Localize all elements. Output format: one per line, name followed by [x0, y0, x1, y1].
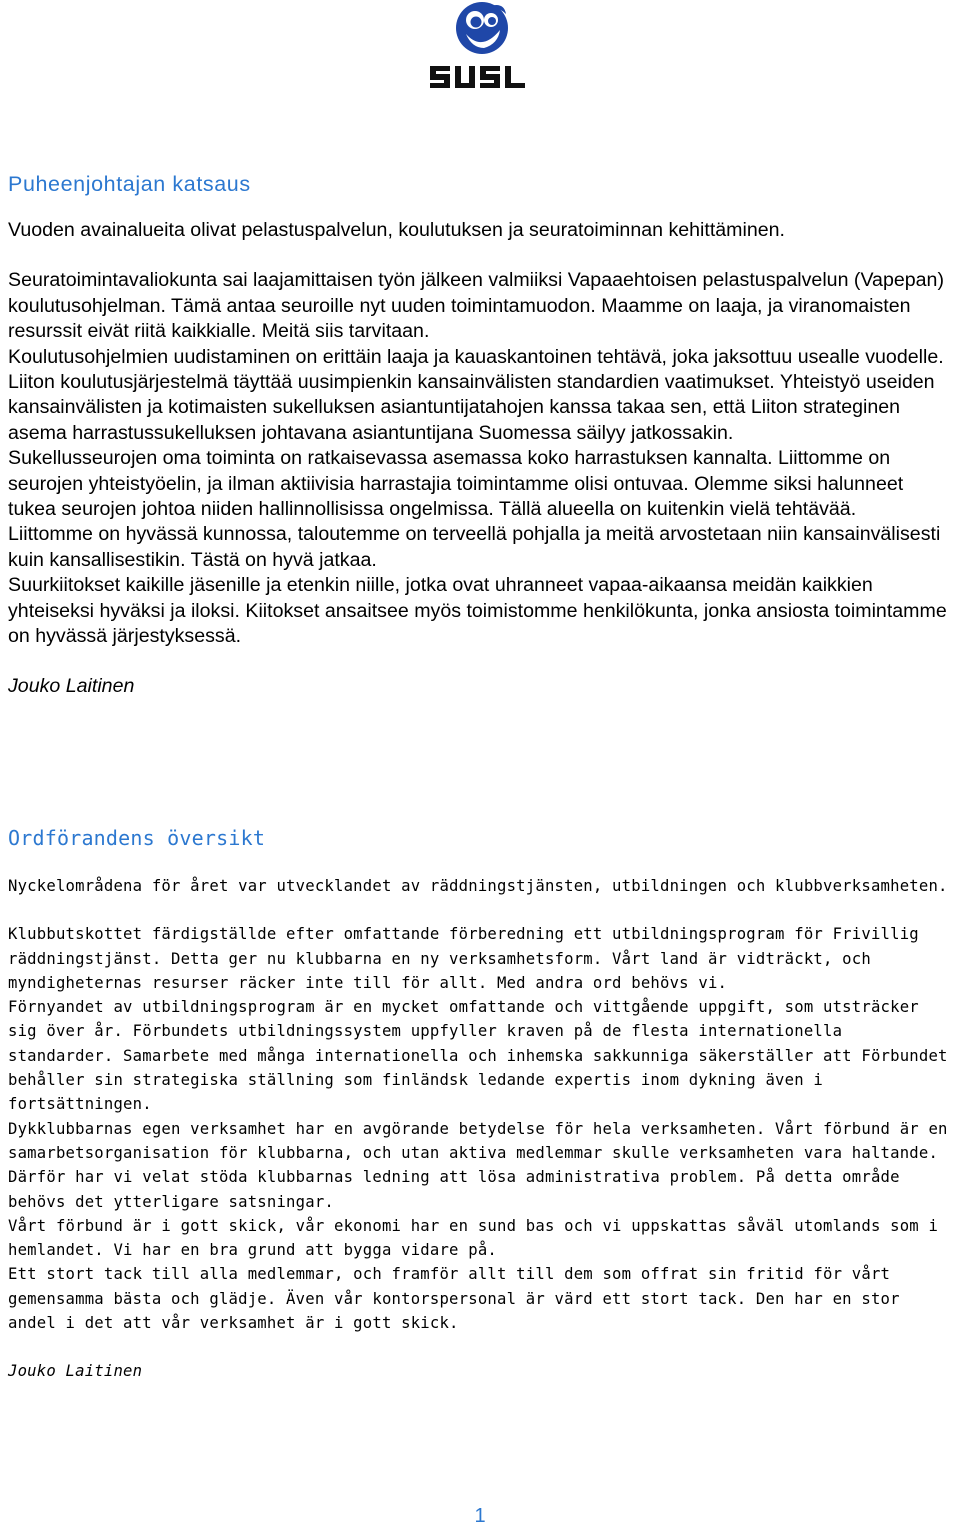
finnish-paragraph: Seuratoimintavaliokunta sai laajamittaisen työn jälkeen valmiiksi Vapaaehtoisen pelastuspalvelun (Vapepan) koulutusohjelman. Tämä antaa seuroille nyt uuden toimintamuodon. Maamme on laaja, ja viranomaisten resurssit eivät riitä kaikkialle. Meitä siis tarvitaan. [8, 269, 944, 343]
finnish-heading: Puheenjohtajan katsaus [8, 172, 251, 196]
swedish-section [8, 824, 956, 1384]
susl-logo [428, 0, 540, 92]
swedish-intro: Nyckelområdena för året var utvecklandet av räddningstjänsten, utbildningen och klubbverksamheten. [8, 877, 948, 895]
finnish-signature: Jouko Laitinen [8, 674, 135, 697]
susl-logo-graphic [428, 0, 540, 92]
finnish-intro: Vuoden avainalueita olivat pelastuspalvelun, koulutuksen ja seuratoiminnan kehittäminen. [8, 219, 785, 241]
swedish-paragraph: Vårt förbund är i gott skick, vår ekonomi har en sund bas och vi uppskattas såväl utomlands som i hemlandet. Vi har en bra grund att bygga vidare på. [8, 1216, 939, 1260]
susl-wordmark [430, 66, 525, 88]
finnish-paragraph: Suurkiitokset kaikille jäsenille ja etenkin niille, jotka ovat uhranneet vapaa-aikaansa meidän kaikkien yhteiseksi hyväksi ja iloksi. Kiitokset ansaitsee myös toimistomme henkilökunta, jonka ansiosta toimintamme on hyvässä järjestyksessä. [8, 574, 947, 648]
finnish-paragraph: Koulutusohjelmien uudistaminen on erittäin laaja ja kauaskantoinen tehtävä, joka jaksottuu usealle vuodelle. Liiton koulutusjärjestelmä täyttää uusimpienkin kansainvälisten standardien vaatimukset. Yhteistyö useiden kansainvälisten ja kotimaisten sukelluksen asiantuntijatahojen kanssa takaa sen, että Liiton strateginen asema harrastussukelluksen johtavana asiantuntijana Suomessa säilyy jatkossakin. [8, 345, 944, 444]
swedish-paragraph: Klubbutskottet färdigställde efter omfattande förberedning ett utbildningsprogram för Frivillig räddningstjänst. Detta ger nu klubbarna en ny verksamhetsform. Vårt land är vidträckt, och myndigheternas resurser räcker inte till för allt. Med andra ord behövs vi. [8, 925, 919, 992]
swedish-paragraph: Ett stort tack till alla medlemmar, och framför allt till dem som offrat sin fritid för vårt gemensamma bästa och glädje. Även vår kontorspersonal är värd ett stort tack. Den har en stor andel i det att vår verksamhet är i gott skick. [8, 1265, 900, 1333]
swedish-paragraph: Förnyandet av utbildningsprogram är en mycket omfattande och vittgående uppgift, som utsträcker sig över år. Förbundets utbildningssystem uppfyller kraven på de flesta internationella standarder. Samarbete med många internationella och inhemska sakkunniga säkerställer att Förbundet behåller sin strategiska ställning som finländsk ledande expertis inom dykning även i fortsättningen. [8, 998, 948, 1114]
finnish-section [8, 170, 956, 699]
swedish-paragraph: Dykklubbarnas egen verksamhet har en avgörande betydelse för hela verksamheten. Vårt förbund är en samarbetsorganisation för klubbarna, och utan aktiva medlemmar skulle verksamheten vara haltande. Därför har vi velat stöda klubbarnas ledning att lösa administrativa problem. På detta område behövs det ytterligare satsningar. [8, 1119, 948, 1211]
finnish-paragraph: Sukellusseurojen oma toiminta on ratkaisevassa asemassa koko harrastuksen kannalta. Liittomme on seurojen yhteistyöelin, ja ilman aktiivisia harrastajia toimintamme olisi ontuvaa. Olemme siksi halunneet tukea seurojen johtoa niiden hallinnollisissa ongelmissa. Tällä alueella on kuitenkin vielä tehtävää. [8, 447, 904, 521]
swedish-signature: Jouko Laitinen [8, 1362, 143, 1381]
page-number: 1 [474, 1505, 486, 1527]
swedish-heading: Ordförandens översikt [8, 826, 266, 850]
finnish-paragraph: Liittomme on hyvässä kunnossa, taloutemme on terveellä pohjalla ja meitä arvostetaan niin kansainvälisesti kuin kansallisestikin. Tästä on hyvä jatkaa. [8, 523, 941, 571]
